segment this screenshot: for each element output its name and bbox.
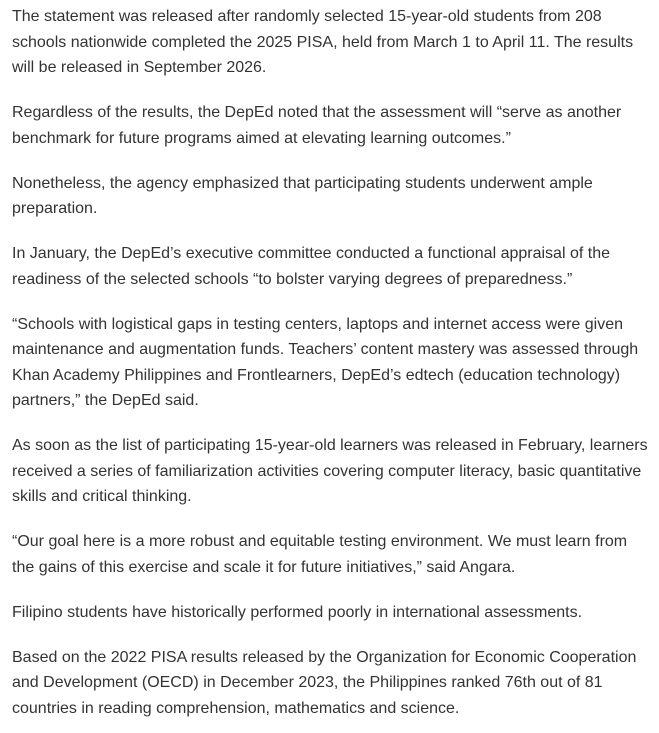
paragraph-angara-quote: “Our goal here is a more robust and equitable testing environment. We must learn from the gains of this exercise and scale it for future initiatives,” said Angara.: [12, 533, 628, 576]
paragraph-preparation: Nonetheless, the agency emphasized that participating students underwent ample preparation.: [12, 174, 593, 217]
paragraph-appraisal: In January, the DepEd’s executive committee conducted a functional appraisal of the readiness of the selected schools “to bolster varying degrees of preparedness.”: [12, 245, 610, 288]
paragraph-release-info: The statement was released after randomly selected 15-year-old students from 208 schools nationwide completed the 2025 PISA, held from March 1 to April 11. The results will be released in September 2026.: [12, 8, 634, 76]
paragraph-funds-quote: “Schools with logistical gaps in testing centers, laptops and internet access were given maintenance and augmentation funds. Teachers’ content mastery was assessed through Khan Academy Philippines and Frontlearners, DepEd’s edtech (education technology) partners,” the DepEd said.: [12, 315, 639, 409]
paragraph-familiarization: As soon as the list of participating 15-year-old learners was released in February, learners received a series of familiarization activities covering computer literacy, basic quantitative skills and critical thinking.: [12, 437, 648, 505]
paragraph-2022-results: Based on the 2022 PISA results released by the Organization for Economic Cooperation and Development (OECD) in December 2023, the Philippines ranked 76th out of 81 countries in reading comprehension, mathematics and science.: [12, 648, 637, 717]
paragraph-history: Filipino students have historically performed poorly in international assessments.: [12, 603, 583, 621]
paragraph-benchmark: Regardless of the results, the DepEd noted that the assessment will “serve as another benchmark for future programs aimed at elevating learning outcomes.”: [12, 104, 622, 147]
